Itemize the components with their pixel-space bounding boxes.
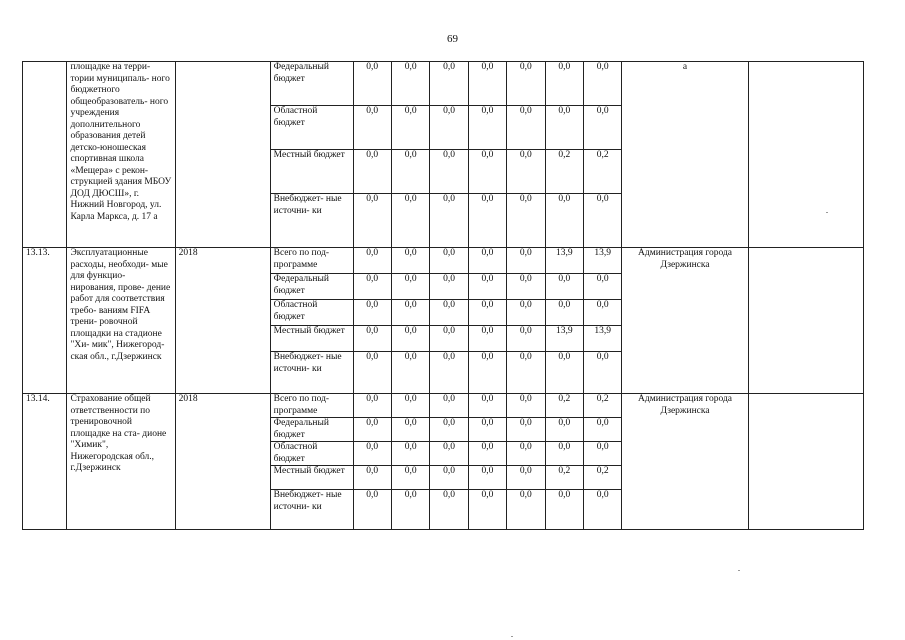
value-cell: 0,0 xyxy=(353,300,391,326)
value-cell: 0,0 xyxy=(545,106,583,150)
executor-cell: Администрация города Дзержинска xyxy=(622,248,748,394)
value-cell: 0,0 xyxy=(353,194,391,248)
scan-speck xyxy=(511,636,513,637)
value-cell: 0,0 xyxy=(353,490,391,530)
value-cell: 0,0 xyxy=(430,300,468,326)
value-cell: 0,0 xyxy=(468,442,506,466)
value-cell: 0,0 xyxy=(583,194,621,248)
value-cell: 0,0 xyxy=(353,394,391,418)
value-cell: 13,9 xyxy=(545,248,583,274)
value-cell: 0,0 xyxy=(507,194,545,248)
value-cell: 0,0 xyxy=(507,466,545,490)
value-cell: 0,0 xyxy=(391,394,429,418)
funding-source-cell: Всего по под- программе xyxy=(270,248,353,274)
value-cell: 0,0 xyxy=(430,248,468,274)
description-cell: Страхование общей ответственности по тренировочной площадке на ста- дионе "Химик", Нижегородская обл., г.Дзержинск xyxy=(67,394,175,530)
value-cell: 0,0 xyxy=(468,418,506,442)
value-cell: 0,0 xyxy=(391,300,429,326)
value-cell: 0,0 xyxy=(468,274,506,300)
value-cell: 0,0 xyxy=(353,466,391,490)
scan-speck xyxy=(738,570,740,571)
table-body xyxy=(23,62,864,530)
notes-cell xyxy=(748,248,863,394)
executor-cell: а xyxy=(622,62,748,248)
year-cell xyxy=(175,62,270,248)
page-number: 69 xyxy=(447,33,458,45)
value-cell: 0,0 xyxy=(353,418,391,442)
value-cell: 0,0 xyxy=(391,418,429,442)
value-cell: 0,0 xyxy=(583,300,621,326)
value-cell: 0,0 xyxy=(545,194,583,248)
notes-cell xyxy=(748,394,863,530)
funding-source-cell: Местный бюджет xyxy=(270,326,353,352)
description-cell: Эксплуатационные расходы, необходи- мые для функцио- нирования, прове- дение работ для соответствия требо- ваниям FIFA трени- ровочной площадки на стадионе "Хи- мик", Нижегород- ская обл., г.Дзержинск xyxy=(67,248,175,394)
value-cell: 0,0 xyxy=(507,274,545,300)
item-number-cell: 13.13. xyxy=(23,248,67,394)
value-cell: 0,0 xyxy=(353,150,391,194)
value-cell: 0,0 xyxy=(545,300,583,326)
value-cell: 0,0 xyxy=(353,62,391,106)
value-cell: 0,0 xyxy=(353,442,391,466)
value-cell: 0,0 xyxy=(507,394,545,418)
funding-source-cell: Всего по под- программе xyxy=(270,394,353,418)
value-cell: 0,0 xyxy=(545,442,583,466)
value-cell: 13,9 xyxy=(583,248,621,274)
value-cell: 0,0 xyxy=(430,150,468,194)
value-cell: 0,2 xyxy=(583,466,621,490)
funding-source-cell: Федеральный бюджет xyxy=(270,274,353,300)
value-cell: 0,0 xyxy=(430,466,468,490)
value-cell: 0,0 xyxy=(507,62,545,106)
funding-source-cell: Федеральный бюджет xyxy=(270,62,353,106)
value-cell: 0,0 xyxy=(391,106,429,150)
value-cell: 0,0 xyxy=(430,394,468,418)
funding-source-cell: Внебюджет- ные источни- ки xyxy=(270,194,353,248)
value-cell: 0,0 xyxy=(353,352,391,394)
value-cell: 0,0 xyxy=(391,466,429,490)
funding-source-cell: Федеральный бюджет xyxy=(270,418,353,442)
funding-source-cell: Местный бюджет xyxy=(270,466,353,490)
value-cell: 0,0 xyxy=(507,352,545,394)
value-cell: 0,0 xyxy=(507,490,545,530)
value-cell: 0,0 xyxy=(391,490,429,530)
value-cell: 0,0 xyxy=(391,326,429,352)
funding-source-cell: Областной бюджет xyxy=(270,442,353,466)
value-cell: 0,0 xyxy=(507,300,545,326)
value-cell: 0,0 xyxy=(353,326,391,352)
value-cell: 0,0 xyxy=(391,150,429,194)
value-cell: 0,0 xyxy=(430,352,468,394)
funding-source-cell: Областной бюджет xyxy=(270,300,353,326)
value-cell: 0,0 xyxy=(468,352,506,394)
value-cell: 0,0 xyxy=(391,62,429,106)
value-cell: 0,0 xyxy=(468,326,506,352)
value-cell: 0,0 xyxy=(468,394,506,418)
value-cell: 0,0 xyxy=(583,352,621,394)
value-cell: 0,0 xyxy=(545,418,583,442)
value-cell: 0,0 xyxy=(391,248,429,274)
value-cell: 0,0 xyxy=(430,274,468,300)
item-number-cell xyxy=(23,62,67,248)
value-cell: 0,0 xyxy=(583,418,621,442)
item-number-cell: 13.14. xyxy=(23,394,67,530)
value-cell: 0,0 xyxy=(430,442,468,466)
value-cell: 0,2 xyxy=(545,150,583,194)
value-cell: 0,0 xyxy=(507,106,545,150)
value-cell: 0,0 xyxy=(507,248,545,274)
value-cell: 0,0 xyxy=(430,490,468,530)
value-cell: 0,0 xyxy=(353,248,391,274)
value-cell: 0,0 xyxy=(468,300,506,326)
value-cell: 0,2 xyxy=(583,394,621,418)
table-row xyxy=(23,394,864,418)
value-cell: 0,0 xyxy=(353,274,391,300)
funding-source-cell: Областной бюджет xyxy=(270,106,353,150)
value-cell: 0,0 xyxy=(507,442,545,466)
value-cell: 0,0 xyxy=(391,194,429,248)
table-row xyxy=(23,62,864,106)
value-cell: 0,0 xyxy=(468,150,506,194)
executor-cell: Администрация города Дзержинска xyxy=(622,394,748,530)
table-row xyxy=(23,248,864,274)
value-cell: 0,0 xyxy=(468,62,506,106)
value-cell: 0,2 xyxy=(545,466,583,490)
funding-source-cell: Внебюджет- ные источни- ки xyxy=(270,352,353,394)
value-cell: 0,0 xyxy=(545,490,583,530)
year-cell: 2018 xyxy=(175,394,270,530)
value-cell: 0,0 xyxy=(545,352,583,394)
value-cell: 0,0 xyxy=(468,248,506,274)
scan-speck xyxy=(826,212,828,213)
value-cell: 0,0 xyxy=(507,150,545,194)
value-cell: 0,0 xyxy=(430,194,468,248)
value-cell: 13,9 xyxy=(545,326,583,352)
value-cell: 0,0 xyxy=(468,490,506,530)
value-cell: 0,0 xyxy=(391,442,429,466)
value-cell: 0,0 xyxy=(468,466,506,490)
value-cell: 0,2 xyxy=(583,150,621,194)
value-cell: 0,0 xyxy=(545,274,583,300)
value-cell: 0,0 xyxy=(391,352,429,394)
value-cell: 0,0 xyxy=(583,274,621,300)
value-cell: 0,0 xyxy=(430,106,468,150)
description-cell: площадке на терри- тории муниципаль- ного бюджетного общеобразователь- ного учреждения дополнительного образования детей детско-юношеская спортивная школа «Мещера» с рекон- струкцией здания МБОУ ДОД ДЮСШ», г. Нижний Новгород, ул. Карла Маркса, д. 17 а xyxy=(67,62,175,248)
value-cell: 0,0 xyxy=(583,490,621,530)
value-cell: 0,2 xyxy=(545,394,583,418)
value-cell: 0,0 xyxy=(583,106,621,150)
value-cell: 0,0 xyxy=(430,418,468,442)
value-cell: 0,0 xyxy=(507,326,545,352)
year-cell: 2018 xyxy=(175,248,270,394)
value-cell: 13,9 xyxy=(583,326,621,352)
value-cell: 0,0 xyxy=(353,106,391,150)
value-cell: 0,0 xyxy=(430,326,468,352)
value-cell: 0,0 xyxy=(583,442,621,466)
value-cell: 0,0 xyxy=(507,418,545,442)
funding-source-cell: Местный бюджет xyxy=(270,150,353,194)
value-cell: 0,0 xyxy=(468,106,506,150)
value-cell: 0,0 xyxy=(391,274,429,300)
value-cell: 0,0 xyxy=(468,194,506,248)
value-cell: 0,0 xyxy=(545,62,583,106)
value-cell: 0,0 xyxy=(583,62,621,106)
budget-table xyxy=(22,61,864,530)
funding-source-cell: Внебюджет- ные источни- ки xyxy=(270,490,353,530)
notes-cell xyxy=(748,62,863,248)
value-cell: 0,0 xyxy=(430,62,468,106)
